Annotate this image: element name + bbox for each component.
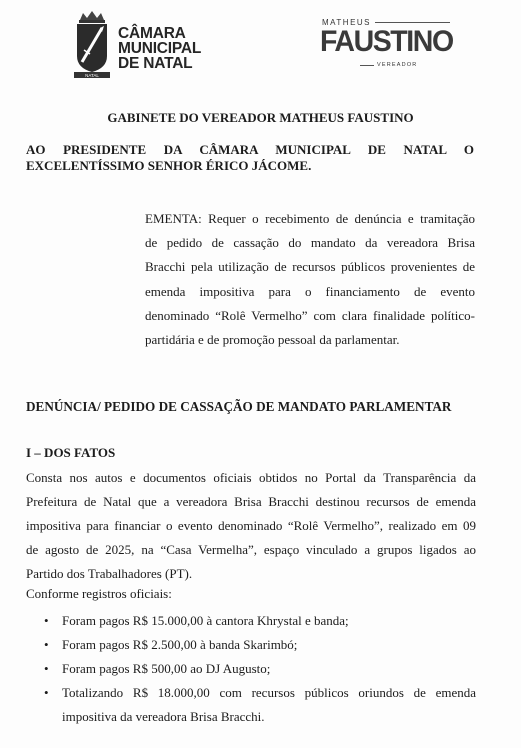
ementa-line: de pedido de cassação do mandato da vereadora Brisa — [145, 235, 475, 251]
logo-first-name: MATHEUS — [322, 18, 372, 27]
ementa-line: Bracchi pela utilização de recursos públicos provenientes de — [145, 259, 475, 275]
camara-name — [118, 26, 201, 71]
list-item — [44, 609, 476, 633]
office-title: GABINETE DO VEREADOR MATHEUS FAUSTINO — [107, 110, 414, 125]
ementa-block — [145, 207, 475, 352]
list-item — [44, 681, 476, 729]
camara-crest-icon — [74, 10, 110, 78]
list-item-text: Foram pagos R$ 2.500,00 à banda Skarimbó; — [62, 637, 298, 652]
bullet-icon: • — [44, 685, 49, 700]
logo-role: VEREADOR — [377, 62, 418, 68]
paragraph-line: de agosto de 2025, na “Casa Vermelha”, espaço vinculado a grupos ligados ao — [26, 542, 476, 557]
bullet-icon: • — [44, 661, 49, 676]
camara-municipal-logo — [74, 10, 204, 80]
paragraph-line: Prefeitura de Natal que a vereadora Brisa Bracchi destinou recursos de emenda — [26, 494, 476, 509]
logo-surname: FAUSTINO — [320, 25, 453, 58]
bullet-icon: • — [44, 613, 49, 628]
list-item — [44, 633, 476, 657]
logo-bottom-line — [360, 62, 450, 68]
list-item-text: impositiva da vereadora Brisa Bracchi. — [62, 709, 265, 724]
addressee-line2: EXCELENTÍSSIMO SENHOR ÉRICO JÁCOME. — [26, 158, 312, 173]
records-intro: Conforme registros oficiais: — [26, 586, 172, 601]
payments-list — [44, 609, 476, 729]
matheus-faustino-logo — [320, 18, 455, 73]
ementa-line: partidária e de promoção pessoal da parlamentar. — [145, 332, 400, 348]
ementa-line: denominado “Rolê Vermelho” com clara finalidade político- — [145, 307, 475, 323]
ementa-line: EMENTA: Requer o recebimento de denúncia e tramitação — [145, 211, 475, 226]
facts-heading: I – DOS FATOS — [26, 445, 116, 460]
camara-line1: CÂMARA — [118, 25, 186, 42]
list-item-text: Foram pagos R$ 15.000,00 à cantora Khrystal e banda; — [62, 613, 349, 628]
section-title: DENÚNCIA/ PEDIDO DE CASSAÇÃO DE MANDATO PARLAMENTAR — [26, 399, 452, 414]
addressee-block — [26, 142, 474, 174]
addressee-line1: AO PRESIDENTE DA CÂMARA MUNICIPAL DE NATAL O — [26, 142, 474, 157]
paragraph-line: Consta nos autos e documentos oficiais obtidos no Portal da Transparência da — [26, 470, 476, 485]
facts-paragraph — [26, 466, 476, 586]
crest-band-text: NATAL — [85, 73, 99, 78]
camara-line2: MUNICIPAL — [118, 40, 202, 57]
list-item-text: Totalizando R$ 18.000,00 com recursos públicos oriundos de emenda — [62, 685, 476, 700]
bullet-icon: • — [44, 637, 49, 652]
paragraph-line: impositiva para financiar o evento denominado “Rolê Vermelho”, realizado em 09 — [26, 518, 476, 533]
list-item-text: Foram pagos R$ 500,00 ao DJ Augusto; — [62, 661, 271, 676]
camara-line3: DE NATAL — [118, 55, 193, 72]
list-item — [44, 657, 476, 681]
ementa-line: emenda impositiva para o financiamento de evento — [145, 283, 475, 299]
paragraph-line: Partido dos Trabalhadores (PT). — [26, 566, 193, 581]
